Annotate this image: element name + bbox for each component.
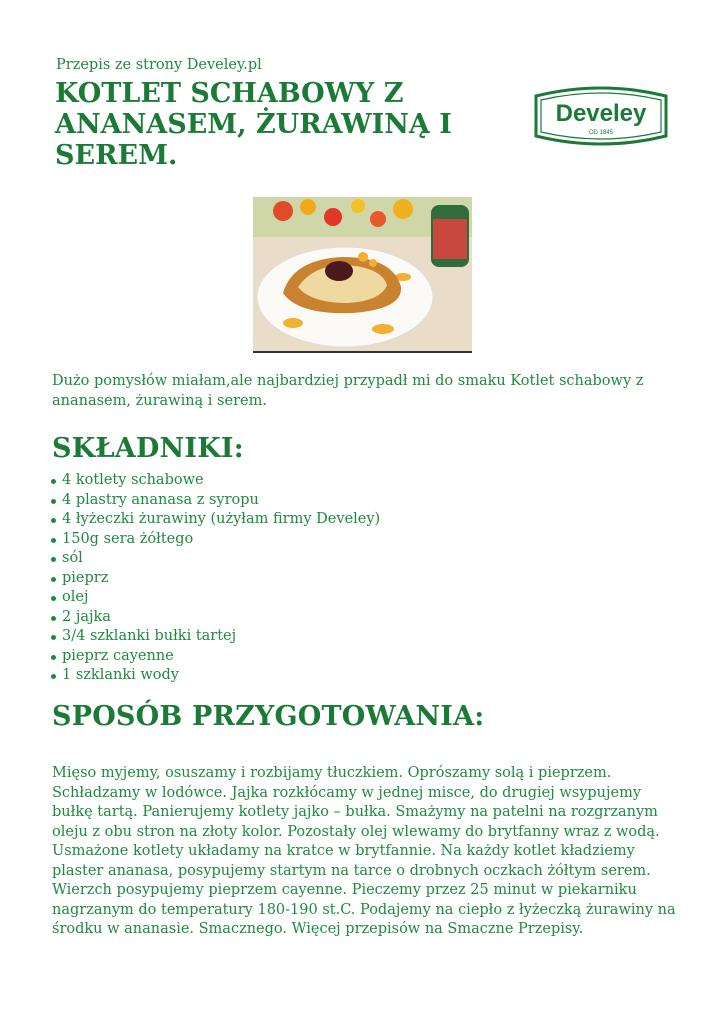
list-item: 4 kotlety schabowe xyxy=(50,471,380,491)
list-item: 2 jajka xyxy=(50,608,380,628)
preparation-text: Mięso myjemy, osuszamy i rozbijamy tłuczkiem. Oprószamy solą i pieprzem. Schładzamy w lodówce. Jajka rozkłócamy w jednej misce, do drugiej wsypujemy bułkę tartą. Panierujemy kotlety jajko – bułka. Smażymy na patelni na rozgrzanym oleju z obu stron na złoty kolor. Pozostały olej wlewamy do brytfanny wraz z wodą. Usmażone kotlety układamy na kratce w brytfannie. Na każdy kotlet kładziemy plaster ananasa, posypujemy startym na tarce o drobnych oczkach żółtym serem. Wierzch posypujemy pieprzem cayenne. Pieczemy przez 25 minut w piekarniku nagrzanym do temperatury 180-190 st.C. Podajemy na ciepło z łyżeczką żurawiny na środku w ananasie. Smacznego. Więcej przepisów na Smaczne Przepisy. xyxy=(52,765,676,937)
list-item: sól xyxy=(50,549,380,569)
list-item: 1 szklanki wody xyxy=(50,666,380,686)
dish-photo xyxy=(253,197,472,351)
list-item: 4 łyżeczki żurawiny (użyłam firmy Develey) xyxy=(50,510,380,530)
recipe-title: KOTLET SCHABOWY Z ANANASEM, ŻURAWINĄ I SEREM. xyxy=(55,78,452,171)
list-item: pieprz cayenne xyxy=(50,647,380,667)
list-item: 3/4 szklanki bułki tartej xyxy=(50,627,380,647)
list-item: 4 plastry ananasa z syropu xyxy=(50,491,380,511)
list-item: pieprz xyxy=(50,569,380,589)
ingredients-list xyxy=(50,471,380,686)
list-item: 150g sera żółtego xyxy=(50,530,380,550)
photo-underline xyxy=(253,351,472,353)
logo-brand-text: Develey xyxy=(555,100,647,127)
ingredients-heading: SKŁADNIKI: xyxy=(52,433,244,464)
list-item: olej xyxy=(50,588,380,608)
develey-logo xyxy=(532,84,670,148)
source-line: Przepis ze strony Develey.pl xyxy=(56,57,262,73)
intro-text: Dużo pomysłów miałam,ale najbardziej przypadł mi do smaku Kotlet schabowy z ananasem, żurawiną i serem. xyxy=(52,373,644,409)
logo-since-text: OD 1845 xyxy=(588,130,614,136)
preparation-heading: SPOSÓB PRZYGOTOWANIA: xyxy=(52,701,485,732)
